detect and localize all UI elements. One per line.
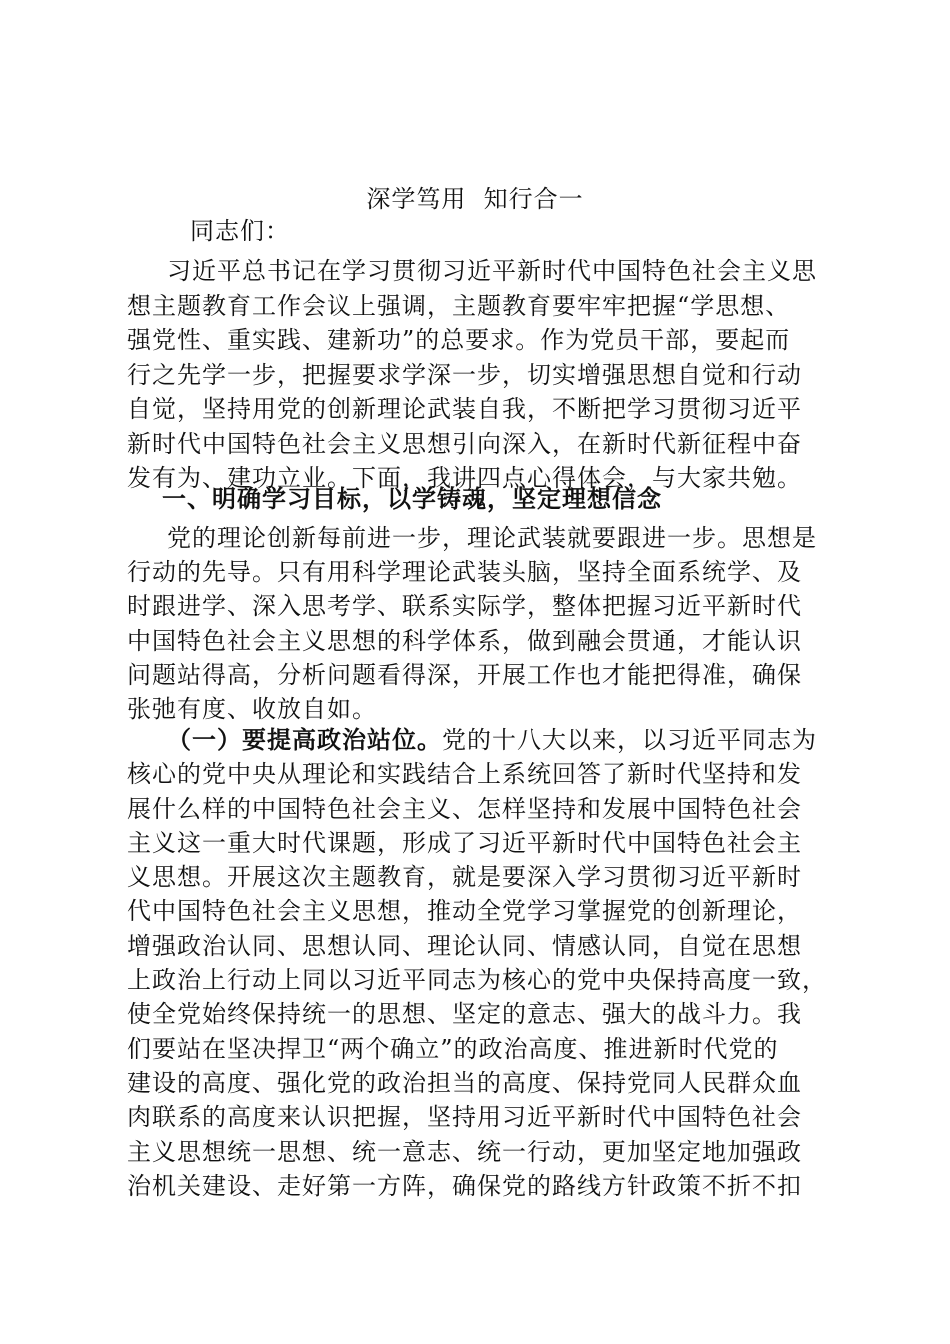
paragraph-line: 代中国特色社会主义思想，推动全党学习掌握党的创新理论，: [127, 897, 802, 926]
paragraph-section1: [127, 521, 841, 726]
paragraph-line: 上政治上行动上同以习近平同志为核心的党中央保持高度一致，: [127, 966, 827, 995]
paragraph-line: 问题站得高，分析问题看得深，开展工作也才能把得准，确保: [127, 660, 802, 689]
paragraph-line: 时跟进学、深入思考学、联系实际学，整体把握习近平新时代: [127, 592, 802, 621]
paragraph-line: 主义思想统一思想、统一意志、统一行动，更加坚定地加强政: [127, 1137, 802, 1166]
paragraph-line: 们要站在坚决捍卫“两个确立”的政治高度、推进新时代党的: [127, 1034, 779, 1063]
paragraph-line-rest: 党的十八大以来，以习近平同志为: [442, 726, 817, 754]
paragraph-intro: [127, 254, 841, 496]
paragraph-line: 新时代中国特色社会主义思想引向深入，在新时代新征程中奋: [127, 429, 802, 458]
paragraph-line: 自觉，坚持用党的创新理论武装自我，不断把学习贯彻习近平: [127, 395, 802, 423]
paragraph-line: 强党性、重实践、建新功”的总要求。作为党员干部，要起而: [127, 326, 791, 354]
paragraph-line: 展什么样的中国特色社会主义、怎样坚持和发展中国特色社会: [127, 794, 802, 823]
paragraph-line: 张弛有度、收放自如。: [127, 695, 377, 724]
paragraph-line: 肉联系的高度来认识把握，坚持用习近平新时代中国特色社会: [127, 1103, 802, 1132]
greeting: 同志们：: [190, 217, 290, 245]
paragraph-line: 想主题教育工作会议上强调，主题教育要牢牢把握“学思想、: [127, 291, 791, 320]
paragraph-line: 核心的党中央从理论和实践结合上系统回答了新时代坚持和发: [127, 760, 802, 789]
paragraph-line: 发有为、建功立业。下面，我讲四点心得体会，与大家共勉。: [127, 464, 802, 492]
paragraph-line: 建设的高度、强化党的政治担当的高度、保持党同人民群众血: [127, 1068, 802, 1097]
paragraph-first-line: [127, 723, 841, 757]
paragraph-line: 义思想。开展这次主题教育，就是要深入学习贯彻习近平新时: [127, 863, 802, 892]
subsection-heading: （一）要提高政治站位。: [167, 725, 442, 754]
paragraph-line: 习近平总书记在学习贯彻习近平新时代中国特色社会主义思: [167, 257, 817, 285]
paragraph-line: 行动的先导。只有用科学理论武装头脑，坚持全面系统学、及: [127, 558, 802, 587]
paragraph-line: 行之先学一步，把握要求学深一步，切实增强思想自觉和行动: [127, 360, 802, 389]
paragraph-subsection1: [127, 723, 841, 1203]
paragraph-line: 党的理论创新每前进一步，理论武装就要跟进一步。思想是: [167, 524, 817, 552]
paragraph-line: 增强政治认同、思想认同、理论认同、情感认同，自觉在思想: [127, 931, 802, 960]
paragraph-line: 中国特色社会主义思想的科学体系，做到融会贯通，才能认识: [127, 626, 802, 655]
section-heading: 一、明确学习目标，以学铸魂，坚定理想信念: [162, 484, 662, 513]
paragraph-line: 使全党始终保持统一的思想、坚定的意志、强大的战斗力。我: [127, 1000, 802, 1029]
paragraph-line: 治机关建设、走好第一方阵，确保党的路线方针政策不折不扣: [127, 1171, 802, 1200]
document-title: 深学笃用 知行合一: [366, 185, 584, 213]
paragraph-line: 主义这一重大时代课题，形成了习近平新时代中国特色社会主: [127, 828, 802, 857]
